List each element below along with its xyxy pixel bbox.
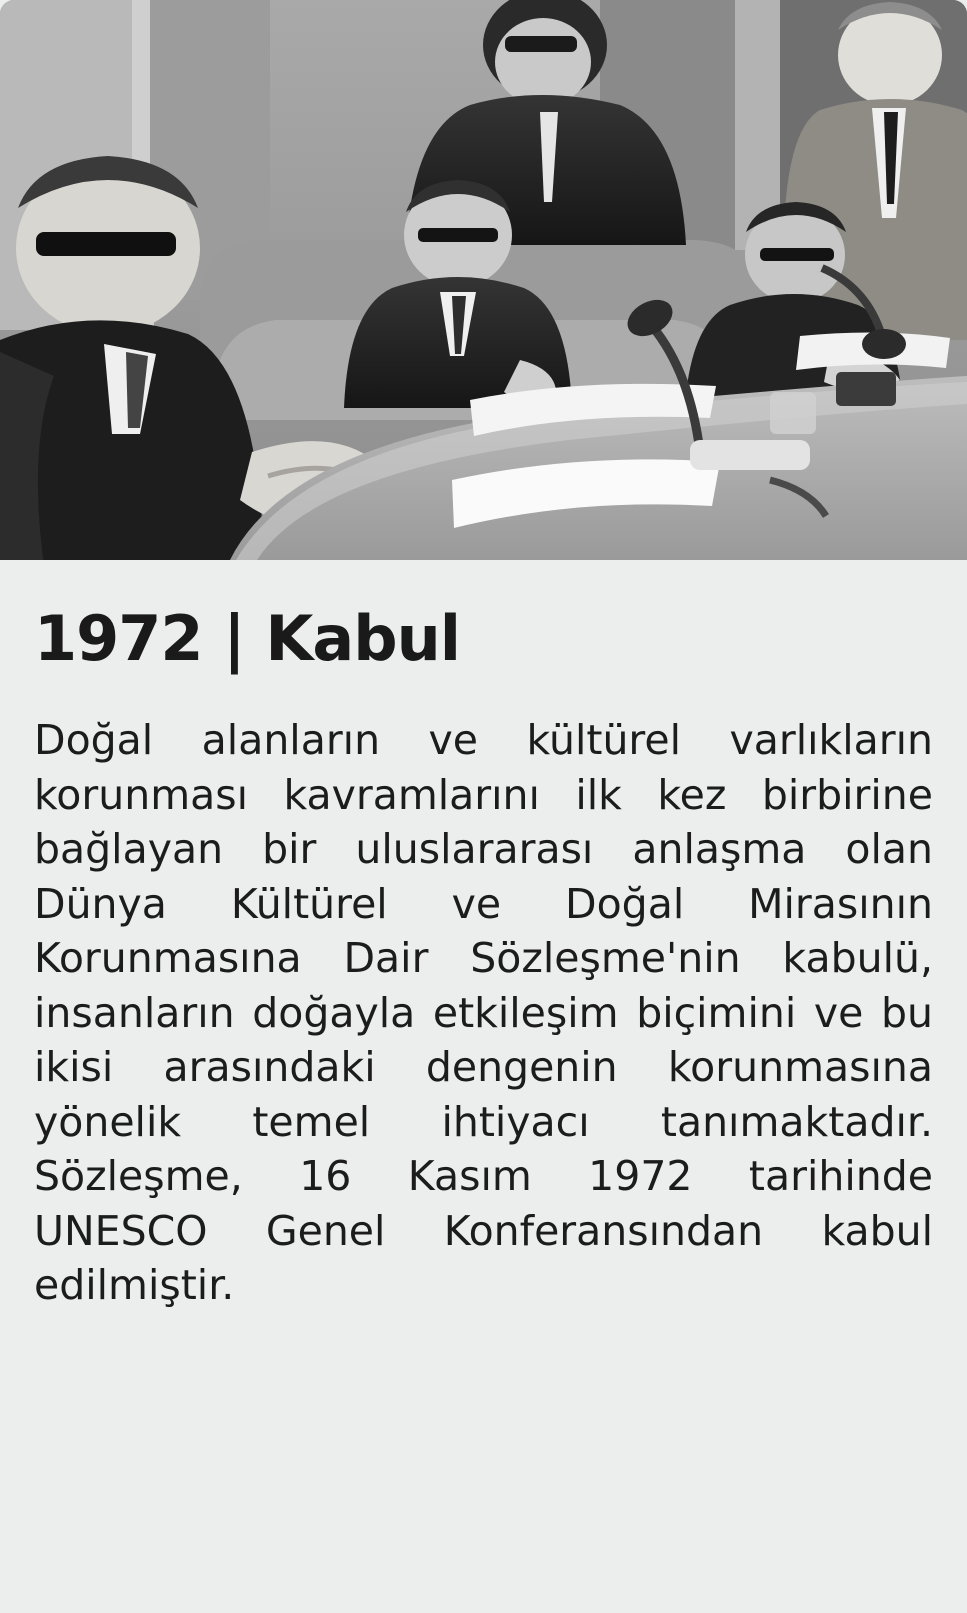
card-content <box>0 560 967 1313</box>
page-title: 1972 | Kabul <box>34 602 461 675</box>
body-paragraph: Doğal alanların ve kültürel varlıkların korunması kavramlarını ilk kez birbirine bağlayan bir uluslararası anlaşma olan Dünya Kültürel ve Doğal Mirasının Korunmasına Dair Sözleşme'nin kabulü, insanların doğayla etkileşim biçimini ve bu ikisi arasındaki dengenin korunmasına yönelik temel ihtiyacı tanımaktadır. Sözleşme, 16 Kasım 1972 tarihinde UNESCO Genel Konferansından kabul edilmiştir. <box>34 716 933 1310</box>
photo-illustration <box>0 0 967 560</box>
historical-photo <box>0 0 967 560</box>
